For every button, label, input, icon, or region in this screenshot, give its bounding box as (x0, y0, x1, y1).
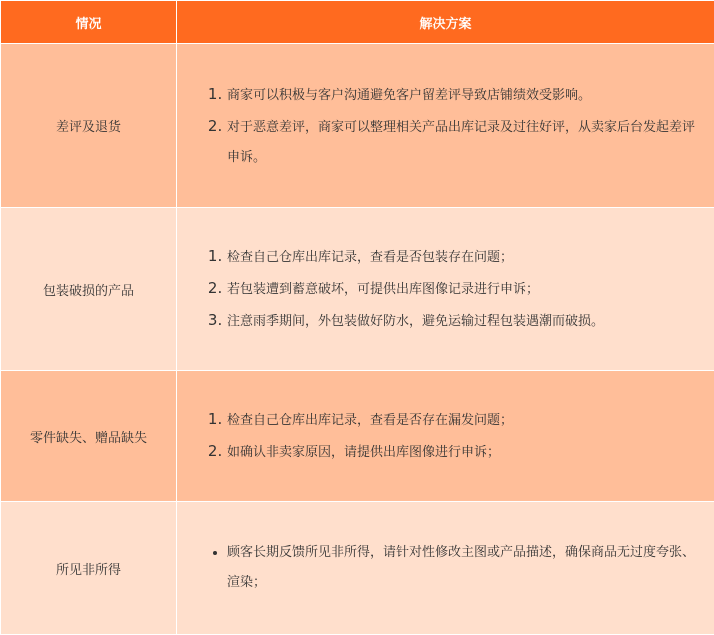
header-situation: 情况 (1, 1, 177, 44)
solution-list (207, 404, 700, 468)
solution-cell (177, 44, 714, 208)
situation-cell: 零件缺失、赠品缺失 (1, 371, 177, 502)
header-row (1, 1, 714, 44)
table-row (1, 502, 714, 635)
solution-item: 2. 如确认非卖家原因，请提供出库图像进行申诉； (227, 436, 700, 468)
solution-item: 1. 检查自己仓库出库记录，查看是否存在漏发问题； (227, 404, 700, 436)
solution-item: 2. 对于恶意差评，商家可以整理相关产品出库记录及过往好评，从卖家后台发起差评申诉。 (227, 111, 700, 173)
solution-item: 3. 注意雨季期间，外包装做好防水，避免运输过程包装遇潮而破损。 (227, 305, 700, 337)
solution-cell (177, 208, 714, 371)
header-solution: 解决方案 (177, 1, 714, 44)
table-row (1, 44, 714, 208)
situation-cell: 差评及退货 (1, 44, 177, 208)
solution-item: 2. 若包装遭到蓄意破坏，可提供出库图像记录进行申诉； (227, 273, 700, 305)
solution-bullet-list (207, 538, 700, 598)
table-row (1, 208, 714, 371)
solution-item: • 顾客长期反馈所见非所得，请针对性修改主图或产品描述，确保商品无过度夸张、渲染； (227, 538, 700, 598)
solution-item: 1. 检查自己仓库出库记录，查看是否包装存在问题； (227, 241, 700, 273)
situation-cell: 包装破损的产品 (1, 208, 177, 371)
situation-cell: 所见非所得 (1, 502, 177, 635)
solution-item: 1. 商家可以积极与客户沟通避免客户留差评导致店铺绩效受影响。 (227, 79, 700, 111)
solution-cell (177, 371, 714, 502)
solution-cell (177, 502, 714, 635)
table-row (1, 371, 714, 502)
solution-list (207, 79, 700, 173)
solution-list (207, 241, 700, 337)
